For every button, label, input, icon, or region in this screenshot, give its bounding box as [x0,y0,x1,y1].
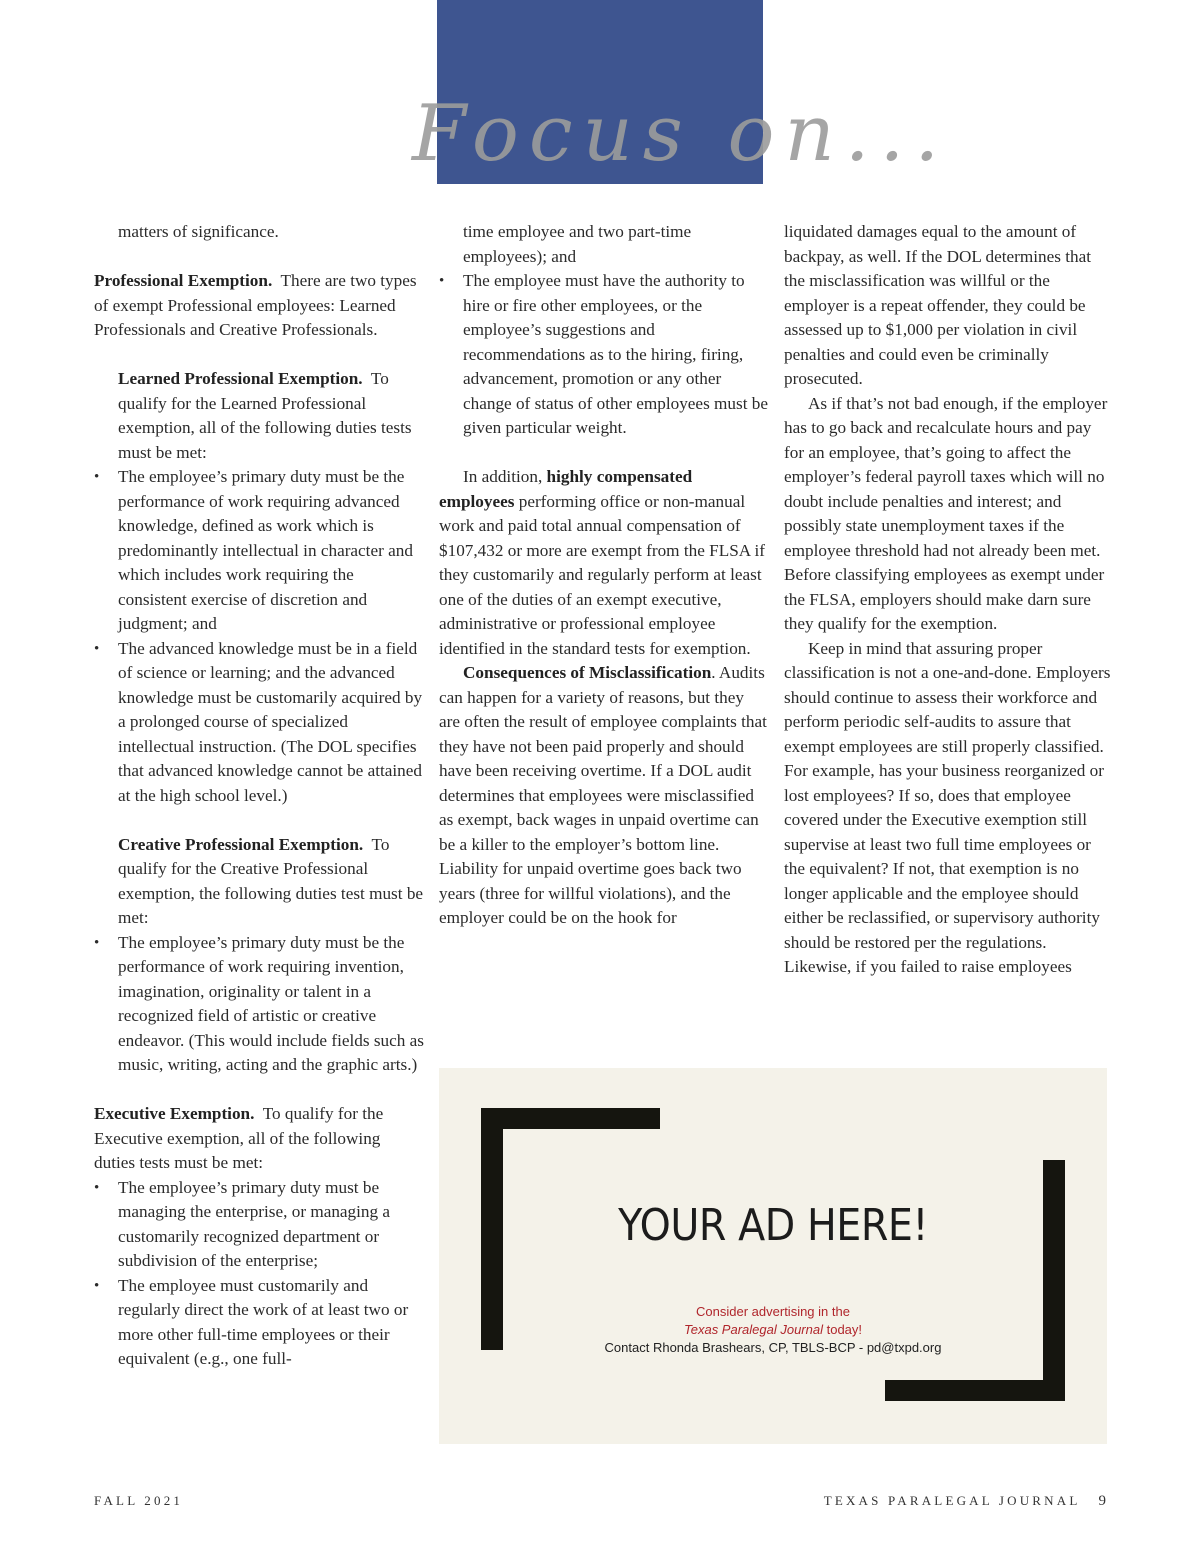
heading-learned-professional: Learned Professional Exemption. [118,369,363,388]
paragraph: time employee and two part-time employees); and [463,222,692,266]
ad-box[interactable] [439,1068,1107,1444]
bullet-list-creative [94,931,424,1078]
paragraph-text: To qualify for the Creative Professional exemption, the following duties test must be met: [118,834,424,927]
paragraph-text: In addition, [463,467,543,486]
footer-journal-name: TEXAS PARALEGAL JOURNAL [823,1493,1081,1508]
focus-on-title-text: Focus on... [412,89,950,179]
list-item: • The employee must customarily and regularly direct the work of at least two or more other full-time employees or their equivalent (e.g., one full- [94,1274,424,1372]
focus-on-title [392,72,950,192]
bullet-list-executive-cont [439,269,769,441]
footer-journal [824,1493,1106,1510]
ad-frame-brackets [439,1068,1107,1444]
footer-issue: FALL 2021 [94,1493,184,1508]
list-item: • The employee’s primary duty must be the performance of work requiring advanced knowledge, defined as work which is predominantly intellectual in character and which includes work requiring the consistent exercise of discretion and judgment; and [94,465,424,637]
list-item: • The advanced knowledge must be in a field of science or learning; and the advanced knowledge must be customarily acquired by a prolonged course of specialized intellectual instruction. (The DOL specifies that advanced knowledge cannot be attained at the high school level.) [94,637,424,809]
column-2 [439,220,769,931]
paragraph-text: To qualify for the Learned Professional exemption, all of the following duties tests must be met: [118,369,412,462]
paragraph: As if that’s not bad enough, if the employer has to go back and recalculate hours and pay for an employee, that’s going to affect the employer’s federal payroll taxes which will no doubt include penalties and interest; and possibly state unemployment taxes if the employee threshold had not already been met. Before classifying employees as exempt under the FLSA, employers should make darn sure they qualify for the exemption. [784,393,1108,633]
heading-consequences: Consequences of Misclassification [463,663,712,682]
bullet-list-executive [94,1176,424,1372]
heading-professional-exemption: Professional Exemption. [94,271,273,290]
ad-line-2 [439,1322,1107,1337]
paragraph-professional [94,269,424,343]
heading-executive-exemption: Executive Exemption. [94,1104,255,1123]
paragraph-consequences: Consequences of Misclassification. Audits can happen for a variety of reasons, but they are often the result of employee complaints that they have not been paid properly and should have been receiving overtime. If a DOL audit determines that employees were misclassified as exempt, back wages in unpaid overtime can be a killer to the employer’s bottom line. Liability for unpaid overtime goes back two years (three for willful violations), and the employer could be on the hook for [439,663,767,927]
column-1 [94,220,424,1372]
paragraph: matters of significance. [118,222,279,241]
paragraph-text: Audits can happen for a variety of reasons, but they are often the result of employee complaints that they have not been paid properly and should have been receiving overtime. If a DOL audit determines that employees were misclassified as exempt, back wages in unpaid overtime can be a killer to the employer’s bottom line. Liability for unpaid overtime goes back two years (three for willful violations), and the employer could be on the hook for [439,663,767,927]
paragraph-text: performing office or non-manual work and paid total annual compensation of $107,432 or more are exempt from the FLSA if they customarily and regularly perform at least one of the duties of an exempt executive, administrative or professional employee identified in the standard tests for exemption. [439,491,766,658]
paragraph-text: There are two types of exempt Professional employees: Learned Professionals and Creative Professionals. [94,271,417,339]
column-3 [784,220,1114,980]
ad-journal-name: Texas Paralegal Journal [683,1322,823,1337]
ad-title: YOUR AD HERE! [618,1200,928,1251]
ad-line-1: Consider advertising in the [696,1304,850,1319]
bullet-list-learned [94,465,424,808]
paragraph-creative [94,833,424,931]
paragraph: Keep in mind that assuring proper classification is not a one-and-done. Employers should continue to assess their workforce and perform periodic self-audits to assure that exempt employees are still properly classified. For example, has your business reorganized or lost employees? If so, does that employee covered under the Executive exemption still supervise at least two full time employees or the equivalent? If not, that exemption is no longer applicable and the employee should either be reclassified, or supervisory authority should be restored per the regulations. Likewise, if you failed to raise employees [784,638,1111,976]
list-item: • The employee must have the authority to hire or fire other employees, or the employee’s suggestions and recommendations as to the hiring, firing, advancement, promotion or any other change of status of other employees must be given particular weight. [439,269,769,441]
paragraph-highly-compensated [439,465,769,661]
heading-creative-professional: Creative Professional Exemption. [118,834,364,854]
paragraph-learned [94,367,424,465]
paragraph-text: To qualify for the Executive exemption, all of the following duties tests must be met: [94,1104,384,1172]
bracket-bottom-right [885,1160,1065,1401]
paragraph-executive [94,1102,424,1176]
page-number: 9 [1098,1493,1106,1509]
list-item: • The employee’s primary duty must be managing the enterprise, or managing a customarily recognized department or subdivision of the enterprise; [94,1176,424,1274]
list-item: • The employee’s primary duty must be the performance of work requiring invention, imagination, originality or talent in a recognized field of artistic or creative endeavor. (This would include fields such as music, writing, acting and the graphic arts.) [94,931,424,1078]
bold-highly-compensated: highly compensated employees [439,467,693,511]
paragraph: liquidated damages equal to the amount of backpay, as well. If the DOL determines that the misclassification was willful or the employer is a repeat offender, they could be assessed up to $1,000 per violation in civil penalties and could even be criminally prosecuted. [784,222,1092,388]
ad-contact: Contact Rhonda Brashears, CP, TBLS-BCP - pd@txpd.org [604,1340,942,1355]
ad-line-2-rest: today! [822,1322,863,1337]
